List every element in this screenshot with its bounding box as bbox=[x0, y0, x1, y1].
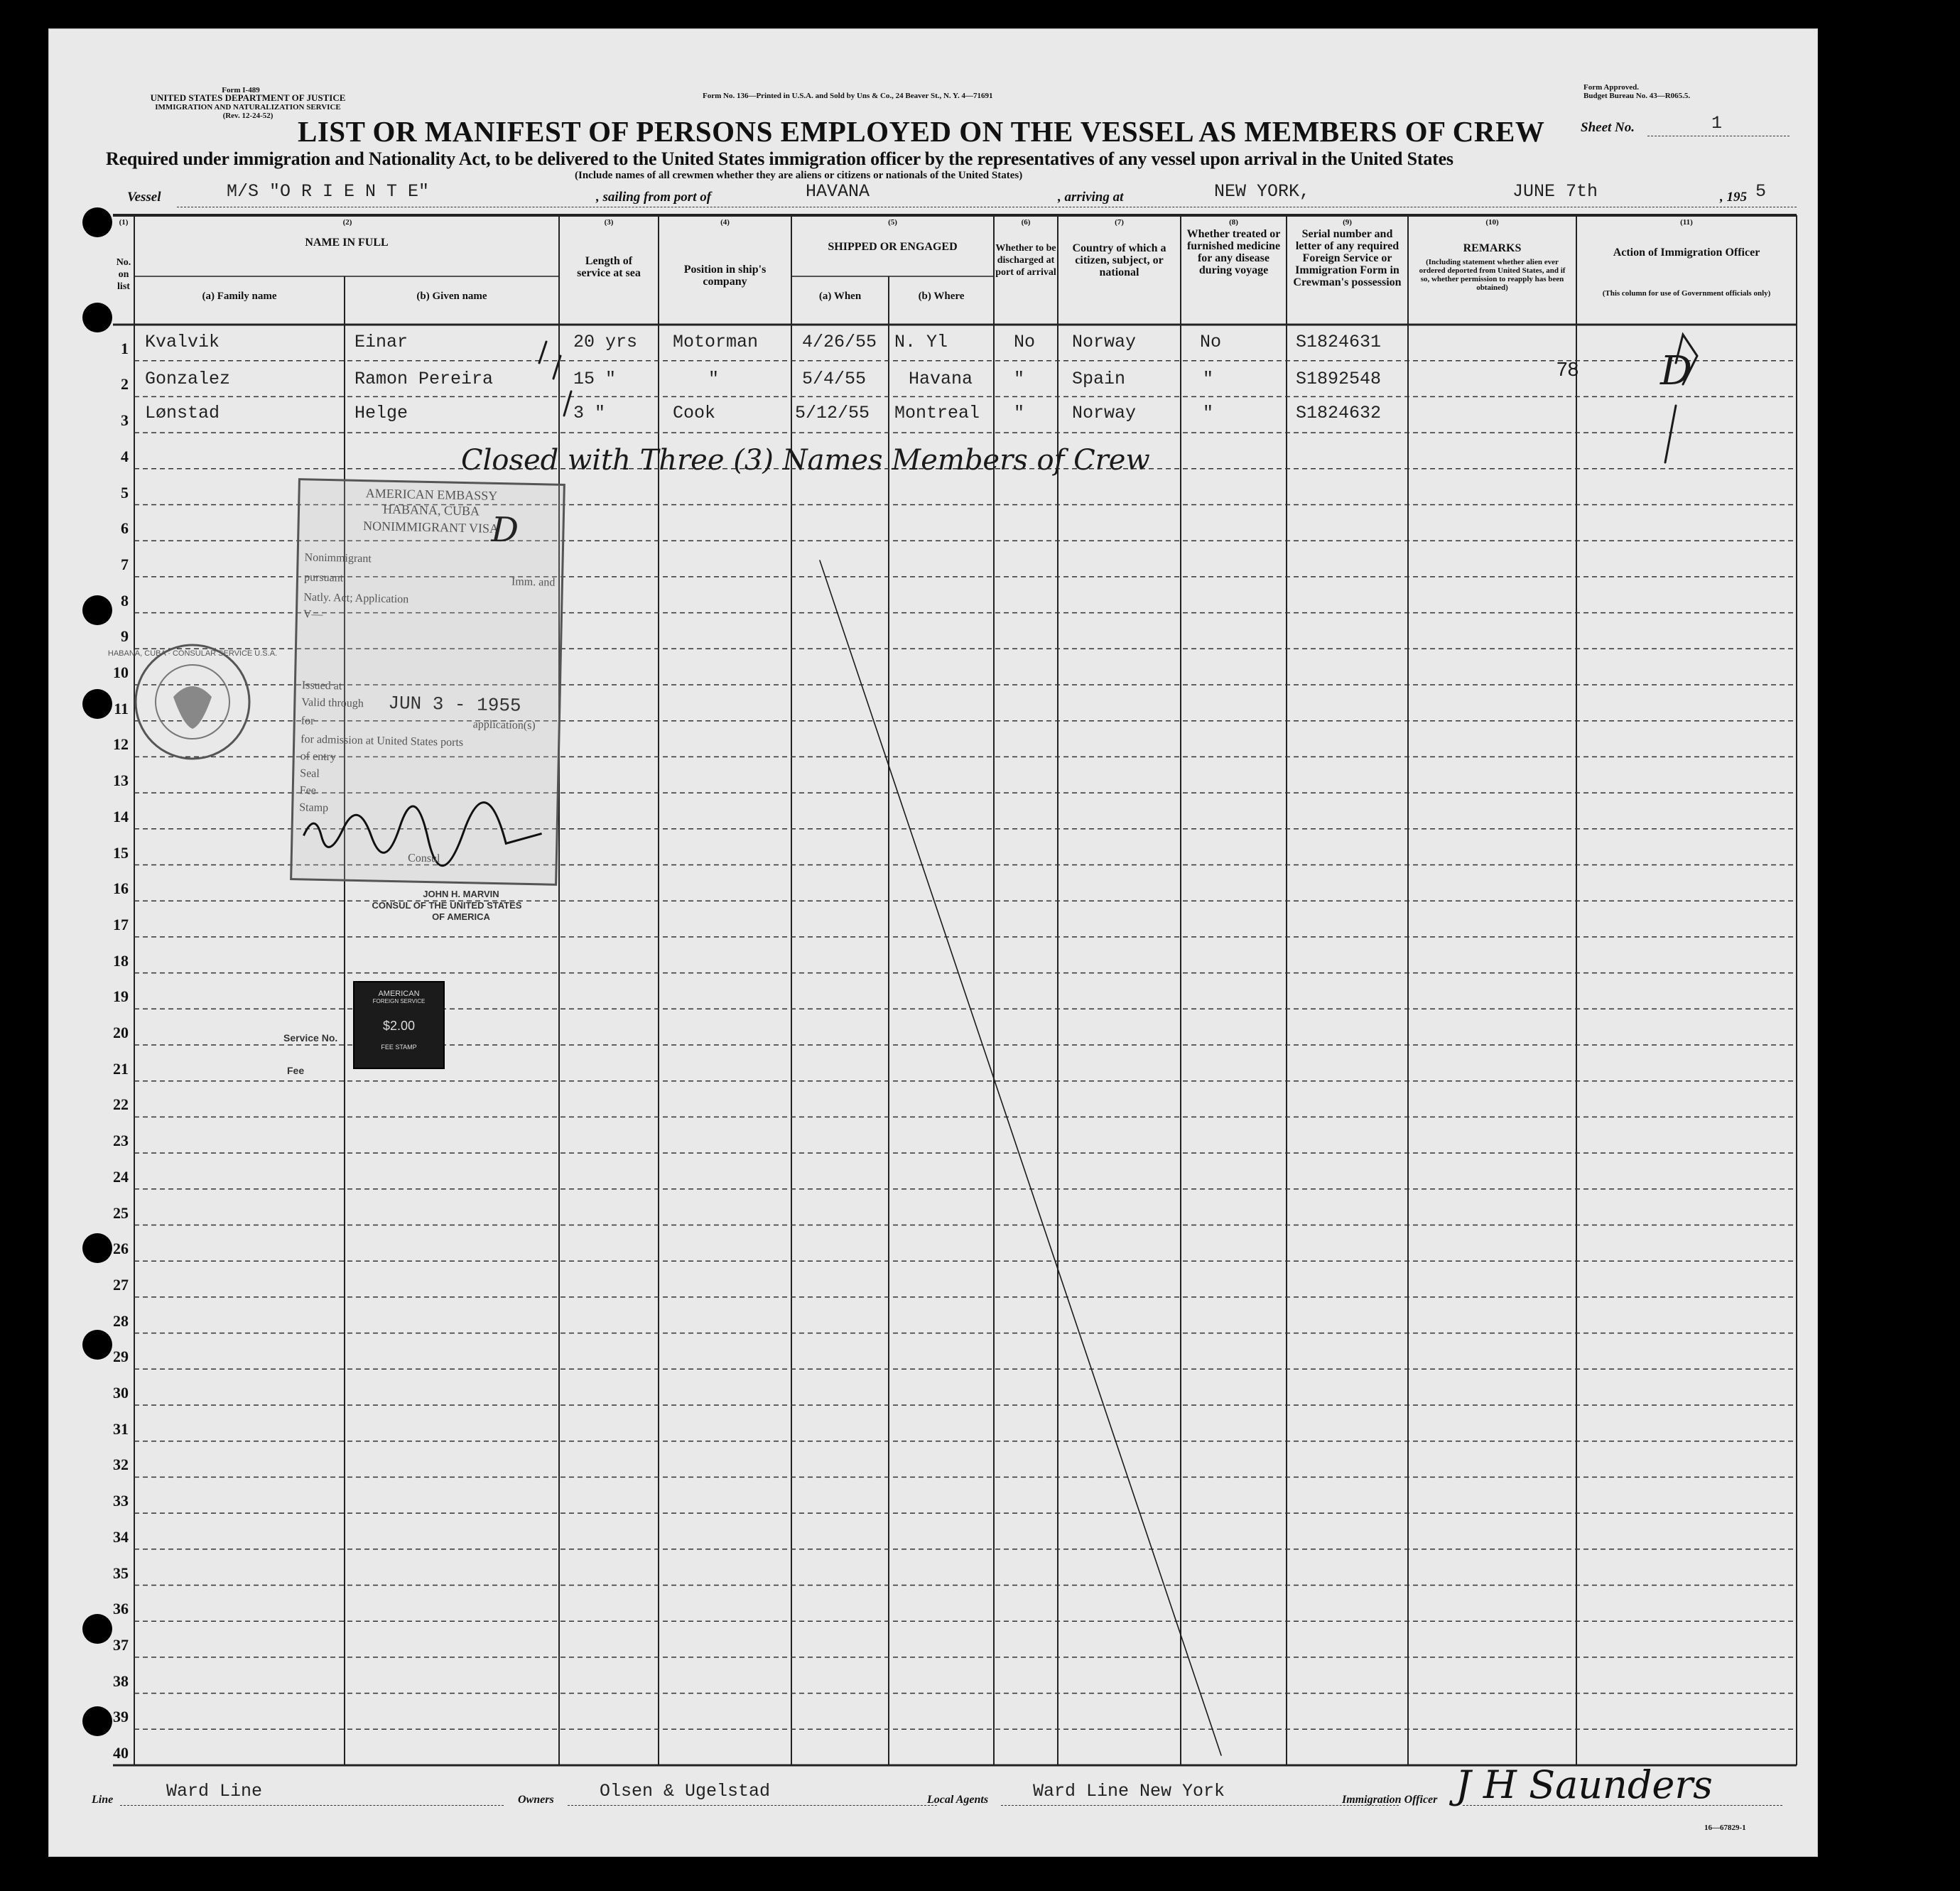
stamp-line: Imm. and bbox=[511, 575, 556, 589]
owners-label: Owners bbox=[518, 1794, 554, 1806]
row-number: 13 bbox=[113, 771, 129, 790]
punch-hole bbox=[82, 303, 112, 332]
year-suffix: 5 bbox=[1755, 181, 1767, 202]
row-number: 27 bbox=[113, 1275, 129, 1294]
owners-name: Olsen & Ugelstad bbox=[600, 1781, 771, 1801]
shipped-where: Montreal bbox=[894, 403, 980, 423]
visa-stamp bbox=[290, 478, 565, 886]
page-subtitle: Required under immigration and Nationality Act, to be delivered to the United States immigration officer by the representatives of any vessel upon arrival in the United States bbox=[106, 148, 1453, 169]
arriving-label: , arriving at bbox=[1058, 190, 1124, 205]
stamp-line: Fee bbox=[299, 784, 317, 797]
given-name: Ramon Pereira bbox=[354, 369, 494, 389]
col-8-header: Whether treated or furnished medicine for any disease during voyage bbox=[1186, 228, 1281, 276]
line-name: Ward Line bbox=[166, 1781, 263, 1801]
row-number: 34 bbox=[113, 1527, 129, 1546]
row-number: 23 bbox=[113, 1132, 129, 1150]
action-mark: D bbox=[1660, 348, 1692, 394]
col-2-header: NAME IN FULL bbox=[305, 237, 389, 249]
col-5-num: (5) bbox=[888, 218, 897, 227]
diagonal-strike bbox=[820, 560, 1221, 1755]
fee-stamp bbox=[353, 981, 445, 1069]
stamp-line: Valid through bbox=[301, 696, 364, 710]
col-2a-header: (a) Family name bbox=[202, 291, 277, 302]
form-id: Form I-489 bbox=[222, 86, 260, 94]
stamp-line: Stamp bbox=[299, 801, 329, 815]
service-no-label: Service No. bbox=[283, 1032, 338, 1044]
row-number: 26 bbox=[113, 1240, 129, 1258]
medicine: " bbox=[1203, 369, 1214, 389]
row-number: 2 bbox=[121, 375, 129, 394]
col-2b-header: (b) Given name bbox=[416, 291, 487, 302]
position: " bbox=[708, 369, 720, 389]
medicine: " bbox=[1203, 403, 1214, 423]
handwriting-layer bbox=[49, 29, 1817, 1856]
col-8-num: (8) bbox=[1229, 218, 1238, 227]
col-5b-header: (b) Where bbox=[918, 291, 965, 302]
col-11-note: (This column for use of Government officials only) bbox=[1602, 289, 1771, 298]
stamp-visa-type: NONIMMIGRANT VISA bbox=[362, 519, 499, 536]
serial-number: S1824632 bbox=[1296, 403, 1382, 423]
stamp-line: V— bbox=[303, 608, 323, 621]
position: Motorman bbox=[673, 332, 759, 352]
row-number: 10 bbox=[113, 663, 129, 681]
consul-label: Consul bbox=[407, 852, 440, 865]
col-10-header: REMARKS bbox=[1463, 242, 1522, 254]
family-name: Kvalvik bbox=[145, 332, 220, 352]
vessel-label: Vessel bbox=[127, 190, 161, 205]
stamp-line: Seal bbox=[300, 767, 320, 780]
department: UNITED STATES DEPARTMENT OF JUSTICE bbox=[150, 92, 346, 103]
page-title: LIST OR MANIFEST OF PERSONS EMPLOYED ON THE VESSEL AS MEMBERS OF CREW bbox=[298, 115, 1545, 148]
col-1-header: No. on list bbox=[116, 257, 131, 292]
punch-hole bbox=[82, 1233, 112, 1263]
vessel-name: M/S "O R I E N T E" bbox=[227, 181, 430, 202]
sailing-label: , sailing from port of bbox=[596, 190, 712, 205]
row-number: 31 bbox=[113, 1419, 129, 1438]
row-number: 35 bbox=[113, 1564, 129, 1582]
col-10-note: (Including statement whether alien ever ordered deported from United States, and if so, whether permission to reapply has been obtained) bbox=[1419, 258, 1566, 292]
col-9-header: Serial number and letter of any required Foreign Service or Immigration Form in Crewman's possession bbox=[1293, 228, 1402, 288]
stamp-line: for admission at United States ports bbox=[301, 733, 464, 749]
visa-class: D bbox=[490, 509, 519, 551]
sheet-label: Sheet No. bbox=[1581, 120, 1635, 135]
col-1-num: (1) bbox=[119, 218, 129, 227]
service-length: 20 yrs bbox=[573, 332, 638, 352]
country: Norway bbox=[1072, 332, 1137, 352]
row-number: 22 bbox=[113, 1095, 129, 1114]
family-name: Gonzalez bbox=[145, 369, 231, 389]
fee-stamp-top: AMERICAN bbox=[378, 990, 420, 998]
punch-hole bbox=[82, 1614, 112, 1644]
given-name: Einar bbox=[354, 332, 408, 352]
serial-number: S1892548 bbox=[1296, 369, 1382, 389]
col-3-num: (3) bbox=[604, 218, 614, 227]
position: Cook bbox=[673, 403, 716, 423]
agents-name: Ward Line New York bbox=[1033, 1781, 1225, 1801]
agents-label: Local Agents bbox=[927, 1794, 989, 1806]
row-number: 12 bbox=[113, 735, 129, 754]
check-marks bbox=[539, 342, 571, 416]
col-9-num: (9) bbox=[1343, 218, 1352, 227]
col-10-num: (10) bbox=[1485, 218, 1499, 227]
col-4-num: (4) bbox=[720, 218, 730, 227]
arrival-date: JUNE 7th bbox=[1512, 181, 1598, 202]
punch-hole bbox=[82, 207, 112, 237]
col-11-header: Action of Immigration Officer bbox=[1613, 246, 1760, 259]
row-number: 33 bbox=[113, 1492, 129, 1510]
country: Spain bbox=[1072, 369, 1126, 389]
shipped-when: 5/4/55 bbox=[802, 369, 867, 389]
row-number: 3 bbox=[121, 411, 129, 430]
row-number: 9 bbox=[121, 627, 129, 646]
consul-title: CONSUL OF THE UNITED STATES bbox=[372, 900, 522, 911]
service: IMMIGRATION AND NATURALIZATION SERVICE bbox=[155, 103, 341, 112]
col-5a-header: (a) When bbox=[818, 291, 862, 302]
consul-signature bbox=[300, 807, 556, 855]
footer-code: 16—67829-1 bbox=[1704, 1824, 1746, 1832]
officer-label: Immigration Officer bbox=[1342, 1794, 1438, 1806]
fee-stamp-mid: FOREIGN SERVICE bbox=[372, 998, 426, 1004]
fee-stamp-bottom: FEE STAMP bbox=[381, 1044, 417, 1051]
fee-stamp-value: $2.00 bbox=[382, 1019, 416, 1033]
stamp-line: Nonimmigrant bbox=[304, 551, 372, 565]
stamp-line: Natly. Act; Application bbox=[303, 591, 409, 606]
row-number: 5 bbox=[121, 483, 129, 502]
punch-hole bbox=[82, 595, 112, 625]
stamp-embassy: AMERICAN EMBASSY bbox=[365, 486, 498, 503]
col-7-header: Country of which a citizen, subject, or national bbox=[1072, 242, 1166, 278]
col-3-header: Length of service at sea bbox=[577, 255, 641, 279]
budget-bureau: Budget Bureau No. 43—R065.5. bbox=[1583, 92, 1691, 100]
row-number: 30 bbox=[113, 1384, 129, 1402]
shipped-when: 4/26/55 bbox=[802, 332, 877, 352]
shipped-when: 5/12/55 bbox=[795, 403, 870, 423]
col-11-num: (11) bbox=[1680, 218, 1693, 227]
row-number: 11 bbox=[114, 699, 129, 717]
country: Norway bbox=[1072, 403, 1137, 423]
handwritten-closing-line: Closed with Three (3) Names Members of Crew bbox=[461, 444, 1150, 477]
punch-hole bbox=[82, 1330, 112, 1360]
row-number: 32 bbox=[113, 1456, 129, 1474]
service-length: 15 " bbox=[573, 369, 617, 389]
row-number: 8 bbox=[121, 591, 129, 609]
col-7-num: (7) bbox=[1115, 218, 1124, 227]
port-to: NEW YORK, bbox=[1214, 181, 1311, 202]
row-number: 29 bbox=[113, 1348, 129, 1366]
stamp-line: Issued at bbox=[301, 679, 342, 693]
sheet-number: 1 bbox=[1711, 113, 1723, 134]
row-number: 25 bbox=[113, 1203, 129, 1222]
row-number: 19 bbox=[113, 987, 129, 1006]
form-approved: Form Approved. bbox=[1583, 83, 1640, 92]
stamp-line: for bbox=[301, 715, 315, 727]
year-prefix: , 195 bbox=[1720, 190, 1747, 205]
row-number: 28 bbox=[113, 1311, 129, 1330]
col-6-header: Whether to be discharged at port of arrival bbox=[995, 243, 1056, 278]
include-note: (Include names of all crewmen whether they are aliens or citizens or nationals of the United States) bbox=[575, 170, 1023, 181]
punch-hole bbox=[82, 689, 112, 719]
row-number: 37 bbox=[113, 1635, 129, 1654]
row-number: 6 bbox=[121, 519, 129, 538]
stamp-date: JUN 3 - 1955 bbox=[388, 692, 521, 717]
punch-hole bbox=[82, 1706, 112, 1736]
stamp-city: HABANA, CUBA bbox=[382, 502, 480, 519]
stamp-line: application(s) bbox=[472, 718, 536, 732]
officer-signature: J H Saunders bbox=[1456, 1762, 1713, 1807]
remark-78: 78 bbox=[1556, 358, 1579, 380]
given-name: Helge bbox=[354, 403, 408, 423]
family-name: Lønstad bbox=[145, 403, 220, 423]
port-from: HAVANA bbox=[806, 181, 870, 202]
service-length: 3 " bbox=[573, 403, 606, 423]
discharged: " bbox=[1014, 403, 1025, 423]
fee-label: Fee bbox=[287, 1065, 305, 1076]
col-5-header: SHIPPED OR ENGAGED bbox=[828, 241, 958, 253]
consul-country: OF AMERICA bbox=[432, 911, 490, 922]
col-2-num: (2) bbox=[342, 218, 352, 227]
shipped-where: N. Yl bbox=[894, 332, 948, 352]
col-4-header: Position in ship's company bbox=[683, 264, 767, 288]
manifest-sheet bbox=[48, 28, 1818, 1857]
discharged: " bbox=[1014, 369, 1025, 389]
stamp-line: pursuant bbox=[303, 571, 344, 585]
row-number: 20 bbox=[113, 1024, 129, 1041]
row-number: 7 bbox=[121, 555, 129, 573]
serial-number: S1824631 bbox=[1296, 332, 1382, 352]
row-number: 36 bbox=[113, 1600, 129, 1618]
row-number: 24 bbox=[113, 1167, 129, 1186]
row-number: 38 bbox=[113, 1671, 129, 1690]
revision: (Rev. 12-24-52) bbox=[222, 112, 274, 120]
consul-name: JOHN H. MARVIN bbox=[423, 889, 499, 899]
printer-note: Form No. 136—Printed in U.S.A. and Sold by Uns & Co., 24 Beaver St., N. Y. 4—71691 bbox=[703, 92, 993, 100]
seal-text: HABANA, CUBA · CONSULAR SERVICE U.S.A. bbox=[107, 649, 278, 658]
col-6-num: (6) bbox=[1021, 218, 1031, 227]
row-number: 4 bbox=[121, 447, 129, 465]
action-tick bbox=[1665, 406, 1676, 462]
stamp-line: of entry bbox=[300, 750, 337, 764]
discharged: No bbox=[1014, 332, 1036, 352]
medicine: No bbox=[1200, 332, 1222, 352]
row-number: 1 bbox=[121, 339, 129, 357]
row-number: 21 bbox=[113, 1059, 129, 1078]
row-number: 39 bbox=[113, 1708, 129, 1726]
row-number: 17 bbox=[113, 915, 129, 933]
row-number: 18 bbox=[113, 951, 129, 970]
row-number: 15 bbox=[113, 843, 129, 862]
shipped-where: Havana bbox=[909, 369, 973, 389]
row-number: 40 bbox=[113, 1744, 129, 1762]
row-number: 14 bbox=[113, 807, 129, 825]
row-number: 16 bbox=[113, 879, 129, 898]
line-label: Line bbox=[92, 1794, 114, 1806]
